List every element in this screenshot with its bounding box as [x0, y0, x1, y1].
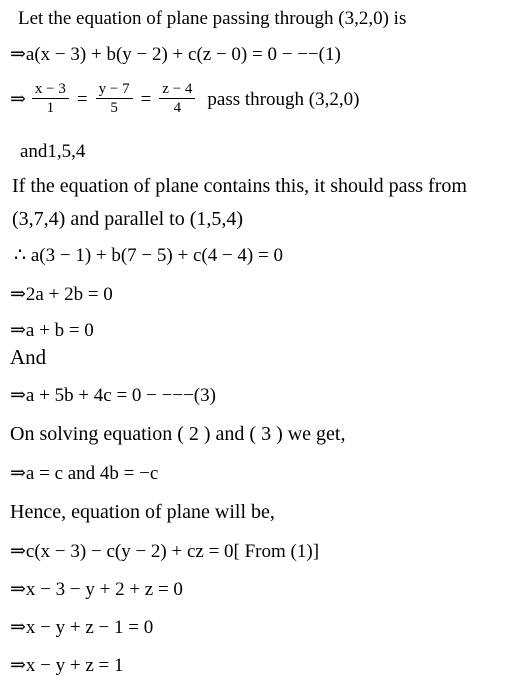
direction-ratios: and1,5,4 [20, 141, 86, 162]
fraction-y-numerator: y − 7 [96, 82, 133, 99]
fraction-x [32, 82, 69, 116]
equation-3: ⇒a + 5b + 4c = 0 − −−−(3) [10, 385, 216, 406]
line-symmetric-form [10, 82, 365, 116]
condition-text: If the equation of plane contains this, it should pass from [12, 175, 467, 197]
fraction-z-denominator: 4 [173, 100, 182, 116]
equation-1: ⇒a(x − 3) + b(y − 2) + c(z − 0) = 0 − −−(1) [10, 44, 341, 65]
fraction-y-denominator: 5 [110, 100, 118, 116]
implies-symbol: ⇒ [10, 88, 26, 110]
line-intro: Let the equation of plane passing through (3,2,0) is [18, 8, 407, 29]
fraction-x-denominator: 1 [46, 100, 55, 116]
fraction-z [159, 82, 195, 116]
fraction-z-numerator: z − 4 [159, 82, 195, 99]
equation-plane-c: ⇒c(x − 3) − c(y − 2) + cz = 0[ From (1)] [10, 541, 320, 562]
fraction-x-numerator: x − 3 [32, 82, 69, 99]
equals-sign: = [140, 88, 152, 110]
hence-text: Hence, equation of plane will be, [10, 501, 275, 523]
and-text: And [10, 345, 47, 369]
solving-text: On solving equation ( 2 ) and ( 3 ) we get, [10, 423, 346, 445]
fraction-y [96, 82, 133, 116]
equation-substitution: ∴ a(3 − 1) + b(7 − 5) + c(4 − 4) = 0 [14, 245, 283, 266]
pass-through-text: pass through (3,2,0) [207, 88, 360, 110]
equation-a-plus-b: ⇒a + b = 0 [10, 320, 94, 341]
equation-expanded: ⇒x − 3 − y + 2 + z = 0 [10, 579, 183, 600]
equals-sign: = [76, 88, 88, 110]
equation-simplified: ⇒x − y + z − 1 = 0 [10, 617, 154, 638]
equation-relations: ⇒a = c and 4b = −c [10, 463, 159, 484]
equation-2a-2b: ⇒2a + 2b = 0 [10, 284, 113, 305]
equation-final: ⇒x − y + z = 1 [10, 655, 124, 676]
condition-text-cont: (3,7,4) and parallel to (1,5,4) [12, 208, 244, 230]
